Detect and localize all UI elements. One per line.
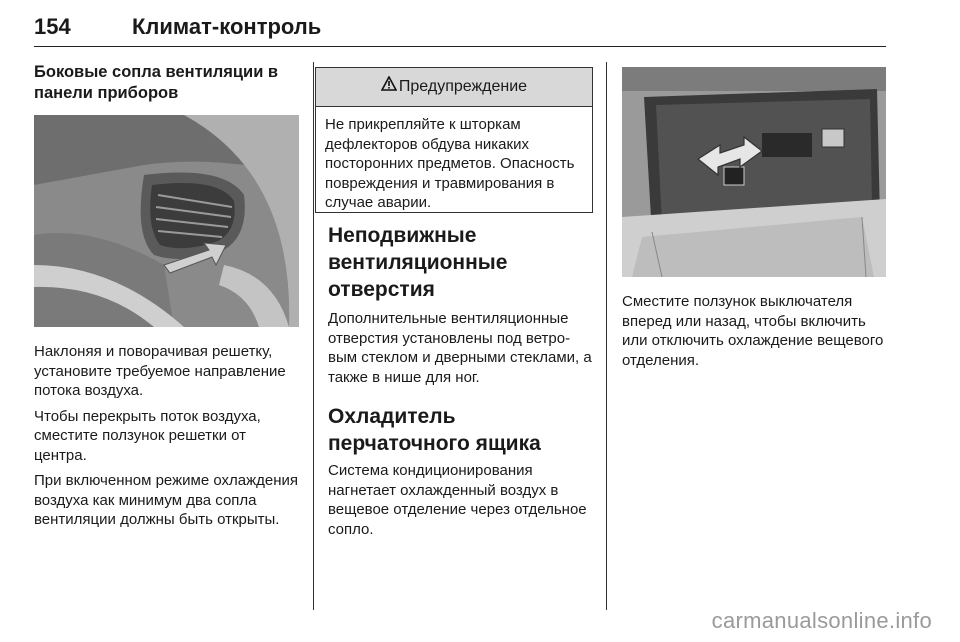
page-number: 154 <box>34 14 71 39</box>
glovebox-illustration <box>622 67 886 277</box>
column-side-vents <box>34 62 300 104</box>
column-fixed-vents <box>328 222 592 539</box>
section-heading: Боковые сопла вентиляции в панели приборов <box>34 63 279 102</box>
watermark: carmanualsonline.info <box>711 608 932 633</box>
side-vent-photo <box>34 115 299 327</box>
warning-triangle-icon <box>381 68 397 106</box>
section-heading: Неподвижные вентиляционные отверстия <box>328 224 508 301</box>
section-heading: Охладитель перчаточного ящика <box>328 405 541 455</box>
warning-title: Предупреждение <box>398 78 528 95</box>
paragraph: Чтобы перекрыть поток воздуха, сместите ползунок решетки от центра. <box>34 407 261 464</box>
paragraph: Сместите ползунок выключателя вперед или назад, чтобы включить или отключить охлаждение вещевого отделения. <box>622 293 884 369</box>
page-header <box>34 14 886 47</box>
column3-text <box>622 292 886 370</box>
column1-text <box>34 342 300 530</box>
column-divider <box>313 62 314 610</box>
chapter-title: Климат-контроль <box>132 14 322 39</box>
paragraph: При включенном режиме охлаждения воздуха как минимум два сопла вентиляции должны быть открыты. <box>34 472 299 528</box>
side-vent-illustration <box>34 115 299 327</box>
warning-box <box>315 67 593 213</box>
paragraph: Дополнительные вентиляционные отверстия установлены под ветровым стеклом и дверными стеклами, а также в нише для ног. <box>328 310 592 386</box>
paragraph: Система кондиционирования нагнетает охлажденный воздух в вещевое отделение через отдельное сопло. <box>328 462 587 538</box>
glovebox-photo <box>622 67 886 277</box>
column-divider <box>606 62 607 610</box>
warning-text: Не прикрепляйте к шторкам дефлекторов обдува никаких посторонних предметов. Опасность повреждения и травмирования в случае аварии. <box>325 116 575 211</box>
warning-header <box>316 68 592 107</box>
paragraph: Наклоняя и поворачивая решетку, установите требуемое направление потока воздуха. <box>34 343 286 399</box>
